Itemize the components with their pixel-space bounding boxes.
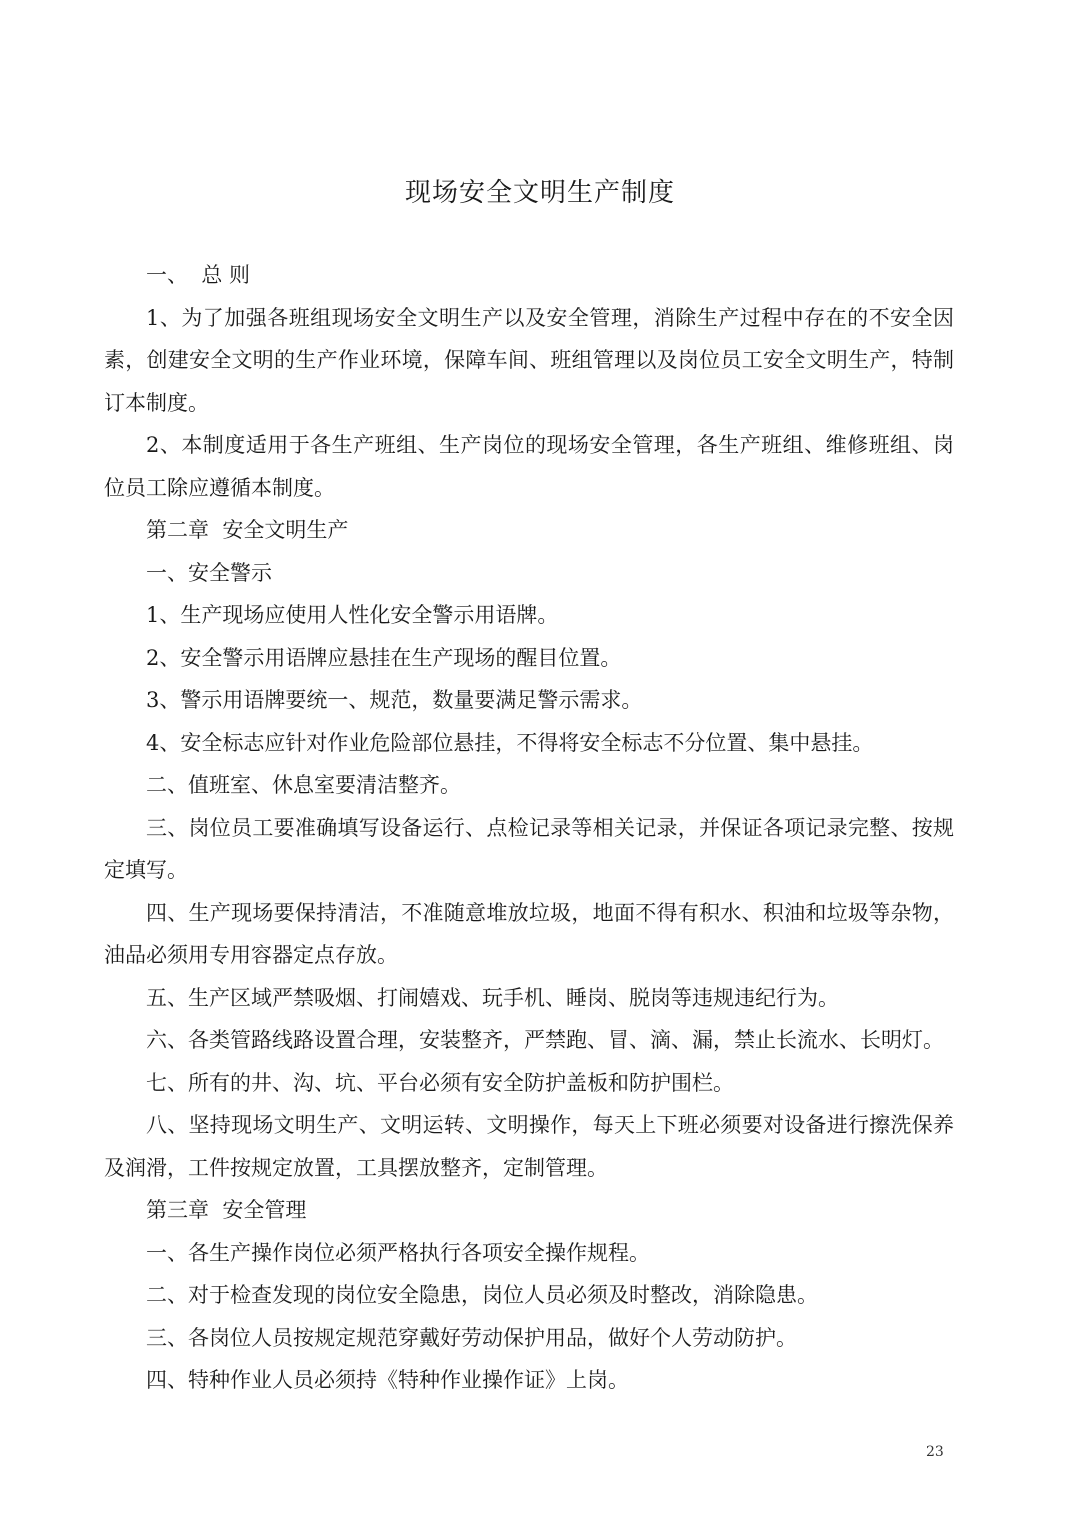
list-item: 4、安全标志应针对作业危险部位悬挂，不得将安全标志不分位置、集中悬挂。 (146, 730, 874, 755)
paragraph: 三、各岗位人员按规定规范穿戴好劳动保护用品，做好个人劳动防护。 (146, 1325, 797, 1350)
paragraph: 二、对于检查发现的岗位安全隐患，岗位人员必须及时整改，消除隐患。 (146, 1283, 818, 1307)
list-item: 3、警示用语牌要统一、规范，数量要满足警示需求。 (146, 688, 643, 712)
page-number: 23 (926, 1444, 944, 1460)
list-item: 1、生产现场应使用人性化安全警示用语牌。 (146, 603, 559, 627)
paragraph: 六、各类管路线路设置合理，安装整齐，严禁跑、冒、滴、漏，禁止长流水、长明灯。 (146, 1028, 944, 1052)
list-item: 2、安全警示用语牌应悬挂在生产现场的醒目位置。 (146, 645, 622, 670)
paragraph: 1、为了加强各班组现场安全文明生产以及安全管理，消除生产过程中存在的不安全因素，创建安全文明的生产作业环境，保障车间、班组管理以及岗位员工安全文明生产，特制订本制度。 (104, 305, 954, 415)
chapter-heading-3: 第三章 安全管理 (146, 1198, 307, 1222)
paragraph: 四、生产现场要保持清洁，不准随意堆放垃圾，地面不得有积水、积油和垃圾等杂物，油品必须用专用容器定点存放。 (104, 900, 954, 967)
paragraph: 七、所有的井、沟、坑、平台必须有安全防护盖板和防护围栏。 (146, 1070, 734, 1095)
paragraph: 三、岗位员工要准确填写设备运行、点检记录等相关记录，并保证各项记录完整、按规定填写。 (104, 815, 954, 882)
paragraph: 一、各生产操作岗位必须严格执行各项安全操作规程。 (146, 1240, 650, 1265)
paragraph: 二、值班室、休息室要清洁整齐。 (146, 773, 461, 797)
chapter-heading-2: 第二章 安全文明生产 (146, 518, 349, 542)
section-heading: 一、安全警示 (146, 560, 272, 585)
document-body (104, 254, 954, 1402)
paragraph: 2、本制度适用于各生产班组、生产岗位的现场安全管理，各生产班组、维修班组、岗位员工除应遵循本制度。 (104, 433, 954, 500)
paragraph: 八、坚持现场文明生产、文明运转、文明操作，每天上下班必须要对设备进行擦洗保养及润滑，工件按规定放置，工具摆放整齐，定制管理。 (104, 1113, 954, 1180)
paragraph: 五、生产区域严禁吸烟、打闹嬉戏、玩手机、睡岗、脱岗等违规违纪行为。 (146, 985, 839, 1010)
page-title: 现场安全文明生产制度 (404, 178, 675, 208)
paragraph: 四、特种作业人员必须持《特种作业操作证》上岗。 (146, 1368, 629, 1392)
section-heading-general: 一、 总 则 (146, 263, 251, 287)
